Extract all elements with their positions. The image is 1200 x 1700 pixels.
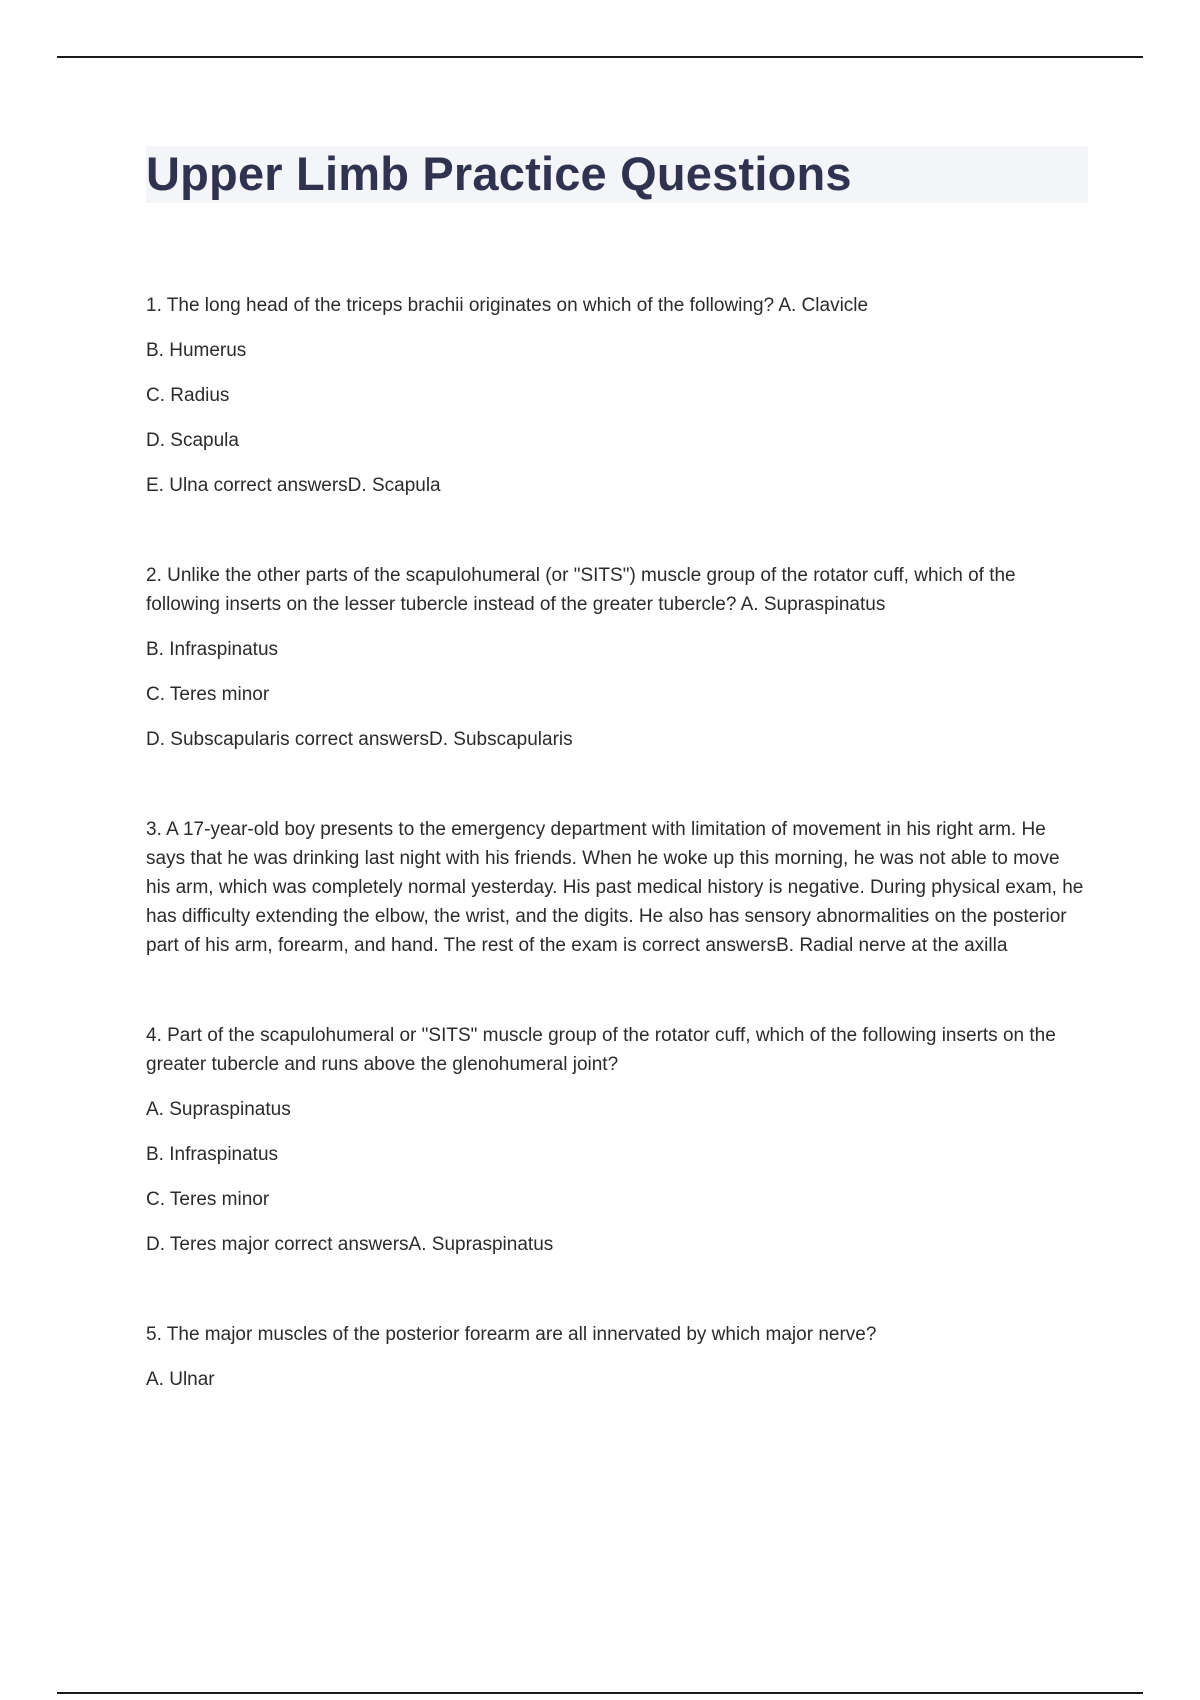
question-4 xyxy=(146,1021,1088,1259)
answer-option: B. Infraspinatus xyxy=(146,639,279,660)
question-2 xyxy=(146,561,1088,754)
answer-option: D. Subscapularis correct answersD. Subscapularis xyxy=(146,729,573,750)
question-stem: 4. Part of the scapulohumeral or "SITS" muscle group of the rotator cuff, which of the following inserts on the greater tubercle and runs above the glenohumeral joint? xyxy=(146,1025,1056,1075)
answer-option: C. Teres minor xyxy=(146,1189,270,1210)
question-stem: 2. Unlike the other parts of the scapulohumeral (or "SITS") muscle group of the rotator cuff, which of the following inserts on the lesser tubercle instead of the greater tubercle? A. Supraspinatus xyxy=(146,565,1016,615)
answer-option: B. Humerus xyxy=(146,340,247,361)
answer-option: C. Radius xyxy=(146,385,230,406)
answer-option: B. Infraspinatus xyxy=(146,1144,279,1165)
page-title: Upper Limb Practice Questions xyxy=(146,147,852,200)
question-3 xyxy=(146,815,1088,960)
answer-option: A. Supraspinatus xyxy=(146,1099,291,1120)
question-stem: 3. A 17-year-old boy presents to the emergency department with limitation of movement in his right arm. He says that he was drinking last night with his friends. When he woke up this morning, he was not able to move his arm, which was completely normal yesterday. His past medical history is negative. During physical exam, he has difficulty extending the elbow, the wrist, and the digits. He also has sensory abnormalities on the posterior part of his arm, forearm, and hand. The rest of the exam is correct answersB. Radial nerve at the axilla xyxy=(146,819,1084,956)
answer-option: C. Teres minor xyxy=(146,684,270,705)
top-rule xyxy=(57,56,1143,58)
question-stem: 1. The long head of the triceps brachii originates on which of the following? A. Clavicle xyxy=(146,295,869,316)
answer-option: D. Scapula xyxy=(146,430,239,451)
question-1 xyxy=(146,291,1088,500)
question-5 xyxy=(146,1320,1088,1394)
bottom-rule xyxy=(57,1692,1143,1694)
questions-list xyxy=(146,291,1088,1394)
answer-option: E. Ulna correct answersD. Scapula xyxy=(146,475,441,496)
answer-option: D. Teres major correct answersA. Supraspinatus xyxy=(146,1234,554,1255)
question-stem: 5. The major muscles of the posterior forearm are all innervated by which major nerve? xyxy=(146,1324,877,1345)
answer-option: A. Ulnar xyxy=(146,1369,215,1390)
